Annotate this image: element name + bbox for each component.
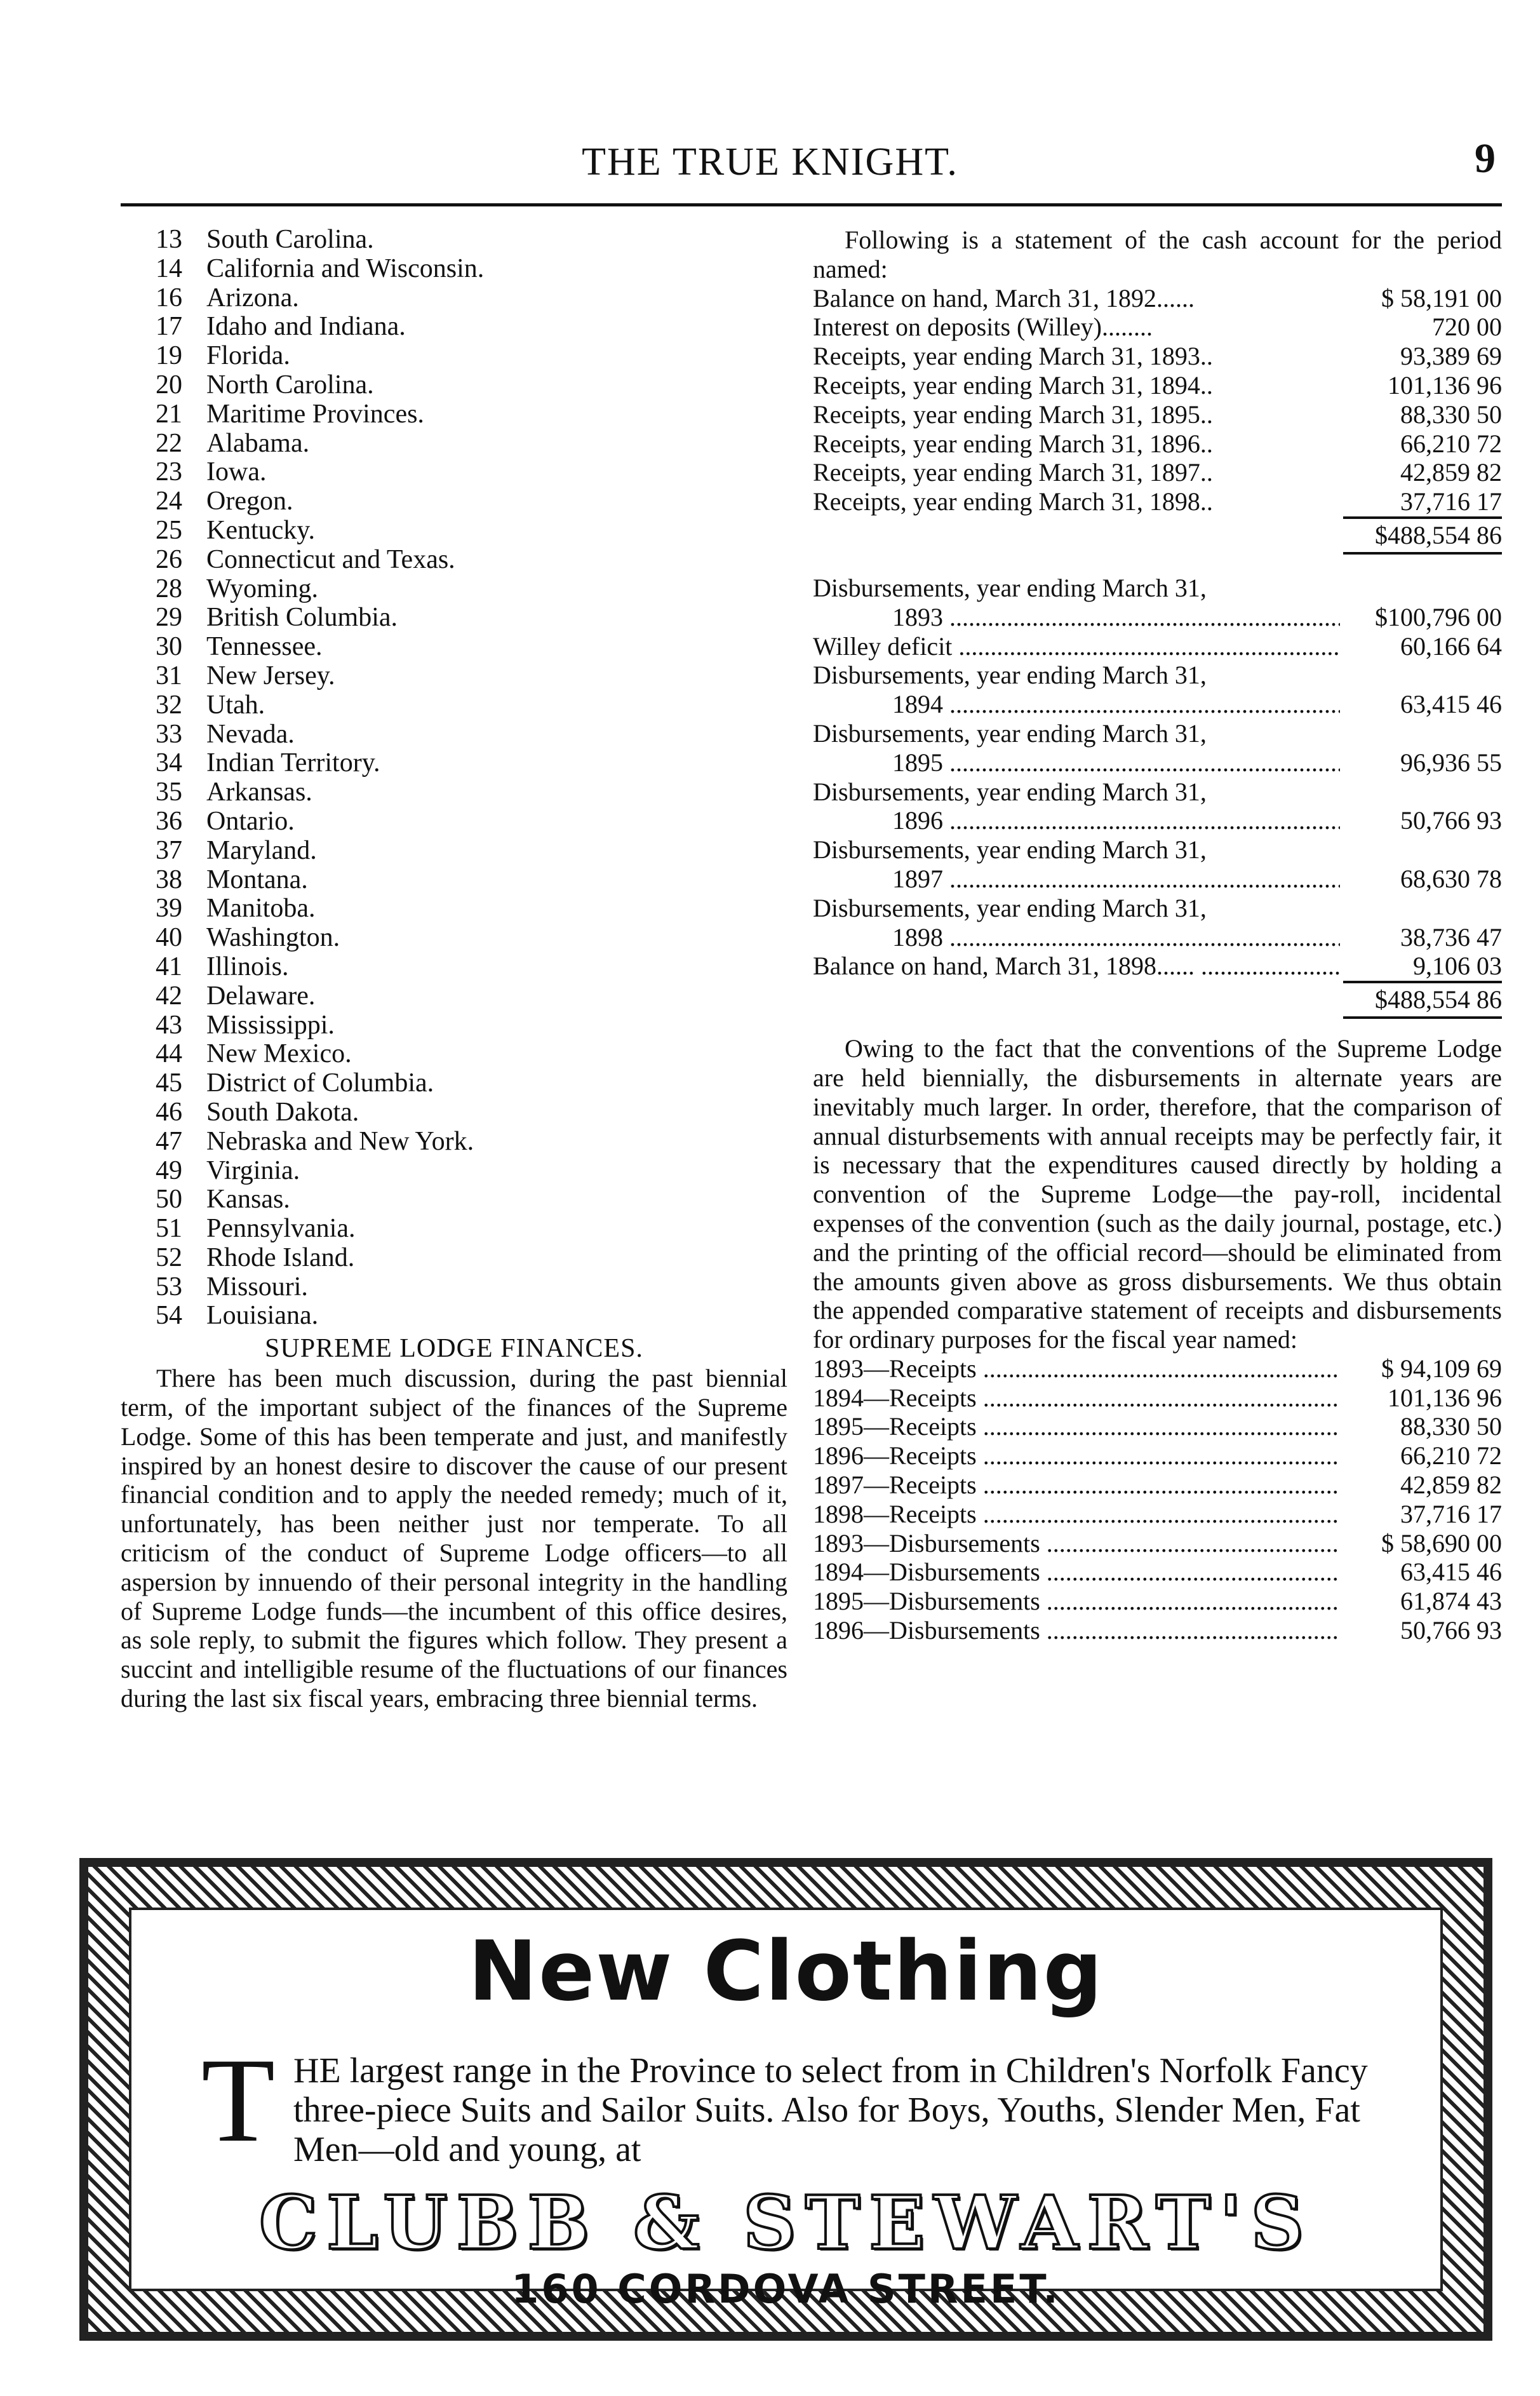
list-item	[121, 400, 787, 429]
list-item-number: 30	[156, 632, 182, 662]
list-item-name: New Jersey.	[206, 661, 335, 690]
list-item-number: 39	[156, 894, 182, 924]
list-item-number: 44	[156, 1039, 182, 1069]
receipt-label: Receipts, year ending March 31, 1893..	[813, 342, 1213, 371]
total-rule	[1343, 1016, 1502, 1019]
list-item-name: Louisiana.	[206, 1301, 319, 1331]
list-item-name: Oregon.	[206, 487, 293, 516]
list-item-name: Maryland.	[206, 835, 317, 865]
list-item-number: 53	[156, 1272, 182, 1302]
list-item-number: 28	[156, 574, 182, 603]
list-item	[121, 1011, 787, 1040]
list-item-number: 34	[156, 748, 182, 778]
disbursement-year: 1897 .....	[813, 865, 1340, 894]
list-item	[121, 1185, 787, 1215]
list-item-number: 42	[156, 981, 182, 1011]
lodge-list	[121, 225, 787, 1331]
list-item	[121, 662, 787, 691]
receipts-total: $488,554 86	[1375, 520, 1502, 549]
disbursement-amount: 60,166 64	[1400, 631, 1502, 661]
list-item-name: Pennsylvania.	[206, 1214, 356, 1244]
receipt-row	[813, 429, 1502, 459]
list-item-name: Connecticut and Texas.	[206, 544, 455, 574]
receipt-row	[813, 371, 1502, 400]
left-column	[121, 225, 787, 1713]
receipt-amount: 720 00	[1432, 313, 1502, 342]
list-item-name: Delaware.	[206, 981, 316, 1011]
comparative-label: 1896—Receipts .....	[813, 1441, 1340, 1471]
ad-firm-name: CLUBB & STEWART'S	[258, 2180, 1313, 2266]
list-item	[121, 1302, 787, 1331]
list-item	[121, 778, 787, 807]
receipt-label: Receipts, year ending March 31, 1894..	[813, 370, 1213, 400]
list-item-number: 45	[156, 1068, 182, 1098]
page-number: 9	[1475, 135, 1496, 182]
list-item	[121, 458, 787, 487]
list-item-name: Arizona.	[206, 283, 299, 313]
disbursement-row	[813, 748, 1502, 777]
list-item-name: South Carolina.	[206, 225, 374, 254]
receipt-row	[813, 487, 1502, 516]
list-item	[121, 603, 787, 633]
list-item	[121, 342, 787, 371]
disbursement-row	[813, 806, 1502, 835]
disbursement-amount: $100,796 00	[1375, 602, 1502, 631]
list-item-name: Florida.	[206, 341, 290, 371]
list-item-number: 35	[156, 777, 182, 807]
list-item-name: Tennessee.	[206, 632, 323, 662]
list-item-name: Alabama.	[206, 428, 310, 458]
comparative-amount: 101,136 96	[1388, 1383, 1502, 1412]
list-item-number: 13	[156, 225, 182, 254]
disbursement-row	[813, 835, 1502, 865]
list-item-name: Kentucky.	[206, 515, 316, 545]
list-item	[121, 1215, 787, 1244]
disbursement-amount: 50,766 93	[1400, 806, 1502, 835]
comparative-amount: 88,330 50	[1400, 1412, 1502, 1441]
list-item	[121, 546, 787, 575]
list-item-number: 23	[156, 457, 182, 487]
disbursements-list	[813, 574, 1502, 981]
list-item-name: Utah.	[206, 690, 265, 720]
list-item	[121, 1069, 787, 1098]
list-item-number: 50	[156, 1185, 182, 1215]
disbursement-row	[813, 632, 1502, 661]
list-item-number: 21	[156, 399, 182, 429]
disbursement-label: Disbursements, year ending March 31,	[813, 573, 1207, 602]
list-item	[121, 1157, 787, 1186]
receipt-amount: 66,210 72	[1400, 429, 1502, 458]
list-item	[121, 953, 787, 982]
list-item	[121, 225, 787, 255]
receipt-amount: 93,389 69	[1400, 342, 1502, 371]
disbursement-row	[813, 865, 1502, 894]
list-item	[121, 284, 787, 313]
list-item	[121, 1127, 787, 1157]
comparative-row	[813, 1354, 1502, 1383]
comparative-amount: 42,859 82	[1400, 1471, 1502, 1500]
receipt-label: Receipts, year ending March 31, 1898..	[813, 487, 1213, 516]
list-item-name: North Carolina.	[206, 370, 374, 400]
list-item-number: 43	[156, 1010, 182, 1040]
disbursements-total: $488,554 86	[1375, 985, 1502, 1014]
comparative-amount: 61,874 43	[1400, 1587, 1502, 1616]
disbursement-label: Willey deficit .....	[813, 632, 1340, 661]
list-item-name: Rhode Island.	[206, 1242, 355, 1272]
comparative-amount: 63,415 46	[1400, 1558, 1502, 1587]
list-item	[121, 749, 787, 778]
list-item	[121, 255, 787, 284]
receipt-row	[813, 400, 1502, 429]
disbursement-amount: 68,630 78	[1400, 864, 1502, 893]
disbursement-year: 1898 .....	[813, 923, 1340, 952]
comparative-amount: 66,210 72	[1400, 1441, 1502, 1471]
comparative-amount: $ 94,109 69	[1381, 1354, 1502, 1383]
disbursement-label: Disbursements, year ending March 31,	[813, 893, 1207, 922]
list-item	[121, 837, 787, 866]
comparative-statement	[813, 1354, 1502, 1645]
receipt-label: Receipts, year ending March 31, 1895..	[813, 400, 1213, 429]
receipt-label: Receipts, year ending March 31, 1896..	[813, 429, 1213, 458]
list-item-number: 38	[156, 865, 182, 894]
list-item-name: Kansas.	[206, 1185, 290, 1215]
list-item-name: Montana.	[206, 865, 308, 894]
disbursement-amount: 63,415 46	[1400, 690, 1502, 719]
list-item-name: New Mexico.	[206, 1039, 352, 1069]
list-item-number: 17	[156, 312, 182, 342]
comparative-label: 1897—Receipts .....	[813, 1471, 1340, 1500]
list-item-number: 37	[156, 835, 182, 865]
disbursement-label: Disbursements, year ending March 31,	[813, 718, 1207, 748]
list-item	[121, 924, 787, 953]
list-item-number: 26	[156, 544, 182, 574]
disbursement-label: Disbursements, year ending March 31,	[813, 661, 1207, 690]
list-item-number: 14	[156, 253, 182, 283]
list-item	[121, 371, 787, 400]
receipt-amount: 37,716 17	[1400, 487, 1502, 516]
comparative-amount: 37,716 17	[1400, 1499, 1502, 1528]
disbursement-row	[813, 923, 1502, 952]
receipt-label: Receipts, year ending March 31, 1897..	[813, 458, 1213, 487]
list-item-name: Virginia.	[206, 1155, 300, 1185]
receipt-row	[813, 458, 1502, 487]
list-item-name: California and Wisconsin.	[206, 253, 485, 283]
comparative-label: 1894—Disbursements .....	[813, 1558, 1340, 1587]
cash-account-intro: Following is a statement of the cash account for the period named:	[813, 225, 1502, 283]
list-item-number: 49	[156, 1155, 182, 1185]
list-item-number: 54	[156, 1301, 182, 1331]
receipts-list	[813, 284, 1502, 516]
comparative-row	[813, 1587, 1502, 1616]
list-item-name: Mississippi.	[206, 1010, 335, 1040]
list-item	[121, 1244, 787, 1273]
disbursement-row	[813, 719, 1502, 748]
list-item-name: Washington.	[206, 923, 340, 953]
finances-heading: SUPREME LODGE FINANCES.	[265, 1334, 643, 1364]
list-item-name: South Dakota.	[206, 1097, 359, 1127]
list-item-name: Manitoba.	[206, 894, 316, 924]
receipt-row	[813, 284, 1502, 313]
list-item-name: Maritime Provinces.	[206, 399, 424, 429]
list-item	[121, 1098, 787, 1127]
list-item-name: Indian Territory.	[206, 748, 380, 778]
list-item	[121, 720, 787, 750]
list-item-number: 24	[156, 487, 182, 516]
disbursement-label: Disbursements, year ending March 31,	[813, 835, 1207, 865]
list-item-name: Missouri.	[206, 1272, 308, 1302]
list-item-number: 41	[156, 952, 182, 981]
list-item-number: 52	[156, 1242, 182, 1272]
list-item-name: Ontario.	[206, 806, 295, 836]
disbursement-row	[813, 574, 1502, 603]
list-item-number: 40	[156, 923, 182, 953]
explanation-paragraph: Owing to the fact that the conventions of the Supreme Lodge are held biennially, the disbursements in alternate years are inevitably much larger. In order, therefore, that the comparison of annual disturbsements with annual receipts may be perfectly fair, it is necessary that the expenditures caused directly by holding a convention of the Supreme Lodge—the pay-roll, incidental expenses of the convention (such as the daily journal, postage, etc.) and the printing of the official record—should be eliminated from the amounts given above as gross disbursements. We thus obtain the appended comparative statement of receipts and disbursements for ordinary purposes for the fiscal year named:	[813, 1034, 1502, 1354]
comparative-label: 1896—Disbursements .....	[813, 1616, 1340, 1645]
receipt-amount: 101,136 96	[1388, 370, 1502, 400]
list-item	[121, 894, 787, 924]
list-item	[121, 633, 787, 662]
comparative-row	[813, 1412, 1502, 1441]
comparative-label: 1895—Disbursements .....	[813, 1587, 1340, 1616]
list-item	[121, 516, 787, 546]
list-item	[121, 429, 787, 459]
receipt-amount: 88,330 50	[1400, 400, 1502, 429]
comparative-amount: $ 58,690 00	[1381, 1528, 1502, 1558]
list-item-name: Nevada.	[206, 719, 295, 749]
comparative-row	[813, 1383, 1502, 1413]
comparative-label: 1893—Disbursements .....	[813, 1529, 1340, 1558]
list-item	[121, 982, 787, 1011]
receipt-label: Balance on hand, March 31, 1892......	[813, 283, 1195, 313]
comparative-row	[813, 1441, 1502, 1471]
ad-headline: New Clothing	[468, 1923, 1104, 2019]
list-item-name: District of Columbia.	[206, 1068, 434, 1098]
disbursement-label: Balance on hand, March 31, 1898...... .....	[813, 952, 1340, 981]
disbursement-year: 1893 .....	[813, 603, 1340, 632]
advertisement-panel	[129, 1908, 1443, 2312]
list-item-name: Nebraska and New York.	[206, 1126, 474, 1156]
comparative-label: 1898—Receipts .....	[813, 1500, 1340, 1529]
list-item-number: 31	[156, 661, 182, 690]
list-item-number: 20	[156, 370, 182, 400]
comparative-label: 1893—Receipts .....	[813, 1354, 1340, 1383]
disbursement-row	[813, 894, 1502, 923]
ad-body-text: HE largest range in the Province to select from in Children's Norfolk Fancy three-piece Suits and Sailor Suits. Also for Boys, Youths, Slender Men, Fat Men—old and young, at	[293, 2051, 1368, 2169]
list-item-name: Idaho and Indiana.	[206, 312, 406, 342]
disbursement-year: 1894 .....	[813, 690, 1340, 719]
comparative-row	[813, 1471, 1502, 1500]
list-item-number: 22	[156, 428, 182, 458]
comparative-row	[813, 1529, 1502, 1558]
finances-paragraph: There has been much discussion, during the past biennial term, of the important subject of the finances of the Supreme Lodge. Some of this has been temperate and just, and manifestly inspired by an honest desire to discover the cause of our present financial condition and to apply the needed remedy; much of it, unfortunately, has been neither just nor temperate. To all criticism of the conduct of Supreme Lodge officers—to all aspersion by innuendo of their personal integrity in the handling of Supreme Lodge funds—the incumbent of this office desires, as sole reply, to submit the figures which follow. They present a succint and intelligible resume of the fluctuations of our finances during the last six fiscal years, embracing three biennial terms.	[121, 1364, 787, 1713]
list-item-name: Arkansas.	[206, 777, 312, 807]
header-rule	[121, 203, 1502, 206]
ad-drop-cap: T	[201, 2034, 276, 2167]
comparative-label: 1894—Receipts .....	[813, 1383, 1340, 1413]
list-item	[121, 575, 787, 604]
list-item	[121, 487, 787, 516]
disbursement-amount: 38,736 47	[1400, 922, 1502, 952]
receipt-label: Interest on deposits (Willey)........	[813, 313, 1153, 342]
disbursement-row	[813, 690, 1502, 719]
list-item	[121, 866, 787, 895]
disbursement-amount: 9,106 03	[1413, 952, 1502, 981]
list-item-number: 46	[156, 1097, 182, 1127]
disbursement-amount: 96,936 55	[1400, 748, 1502, 777]
disbursement-row	[813, 777, 1502, 807]
right-column	[813, 225, 1502, 1645]
comparative-row	[813, 1616, 1502, 1645]
disbursement-row	[813, 952, 1502, 981]
list-item	[121, 313, 787, 342]
disbursement-year: 1896 .....	[813, 806, 1340, 835]
list-item-name: Iowa.	[206, 457, 267, 487]
disbursement-row	[813, 661, 1502, 690]
list-item-number: 16	[156, 283, 182, 313]
receipt-amount: $ 58,191 00	[1381, 283, 1502, 313]
list-item	[121, 807, 787, 837]
list-item-number: 32	[156, 690, 182, 720]
list-item-number: 36	[156, 806, 182, 836]
list-item-number: 29	[156, 603, 182, 633]
advertisement	[79, 1858, 1492, 2341]
ad-address: 160 CORDOVA STREET.	[511, 2266, 1061, 2312]
list-item-number: 33	[156, 719, 182, 749]
list-item-name: British Columbia.	[206, 603, 398, 633]
receipt-amount: 42,859 82	[1400, 458, 1502, 487]
comparative-label: 1895—Receipts .....	[813, 1412, 1340, 1441]
list-item-name: Illinois.	[206, 952, 289, 981]
disbursement-row	[813, 603, 1502, 632]
list-item-name: Wyoming.	[206, 574, 318, 603]
list-item	[121, 691, 787, 720]
list-item-number: 25	[156, 515, 182, 545]
list-item	[121, 1040, 787, 1069]
comparative-row	[813, 1500, 1502, 1529]
list-item-number: 51	[156, 1214, 182, 1244]
list-item-number: 47	[156, 1126, 182, 1156]
disbursement-year: 1895 .....	[813, 748, 1340, 777]
list-item	[121, 1273, 787, 1302]
receipt-row	[813, 342, 1502, 371]
comparative-amount: 50,766 93	[1400, 1616, 1502, 1645]
page-title: THE TRUE KNIGHT.	[582, 140, 958, 184]
disbursement-label: Disbursements, year ending March 31,	[813, 777, 1207, 806]
list-item-number: 19	[156, 341, 182, 371]
comparative-row	[813, 1558, 1502, 1587]
receipt-row	[813, 313, 1502, 342]
